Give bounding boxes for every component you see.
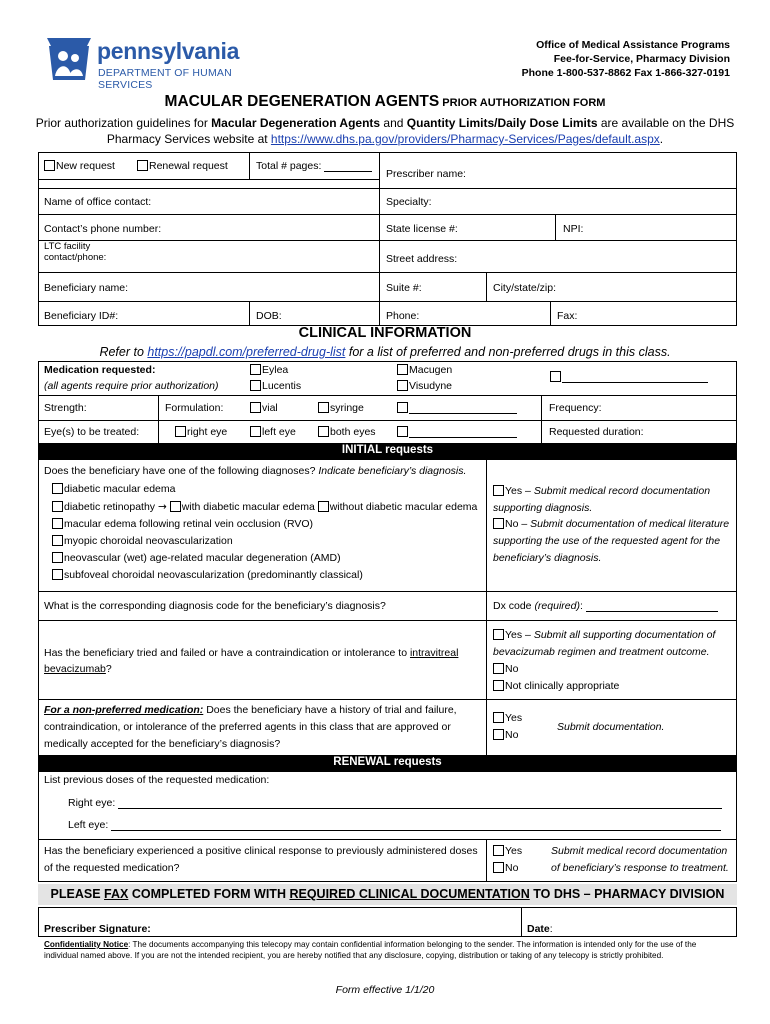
renewal-response-question-2: of the requested medication? xyxy=(44,862,180,874)
bevacizumab-question-2: bevacizumab? xyxy=(44,663,112,675)
date-field[interactable]: Date: xyxy=(527,923,553,935)
form-title xyxy=(0,93,770,111)
suite-field[interactable]: Suite #: xyxy=(386,282,422,294)
dx-code-field[interactable]: Dx code (required): xyxy=(493,600,718,612)
other-formulation-checkbox[interactable] xyxy=(397,402,517,414)
form-title-main: MACULAR DEGENERATION AGENTS xyxy=(164,93,440,110)
bevacizumab-no-checkbox[interactable]: No xyxy=(493,663,518,675)
not-clinically-appropriate-checkbox[interactable]: Not clinically appropriate xyxy=(493,680,619,692)
dx-diabetic-retinopathy-checkbox[interactable]: diabetic retinopathy → with diabetic macular edema without diabetic macular edema xyxy=(52,501,477,513)
form-title-sub: PRIOR AUTHORIZATION FORM xyxy=(439,97,606,109)
office-line-3: Phone 1-800-537-8862 Fax 1-866-327-0191 xyxy=(521,67,730,79)
bevacizumab-yes-note: bevacizumab regimen and treatment outcome. xyxy=(493,646,710,658)
dx-yes-note: supporting diagnosis. xyxy=(493,502,593,514)
frequency-field[interactable]: Frequency: xyxy=(549,402,602,414)
visudyne-checkbox[interactable]: Visudyne xyxy=(397,380,452,392)
phone-field[interactable]: Phone: xyxy=(386,310,420,322)
clinical-heading: CLINICAL INFORMATION xyxy=(298,325,472,341)
strength-field[interactable]: Strength: xyxy=(44,402,87,414)
city-state-zip-field[interactable]: City/state/zip: xyxy=(493,282,557,294)
beneficiary-id-field[interactable]: Beneficiary ID#: xyxy=(44,310,119,322)
renewal-request-checkbox[interactable]: Renewal request xyxy=(137,160,228,172)
dx-no-note-1: supporting the use of the requested agent for the xyxy=(493,535,721,547)
requested-duration-field[interactable]: Requested duration: xyxy=(549,426,644,438)
dx-myopic-cnv-checkbox[interactable]: myopic choroidal neovascularization xyxy=(52,535,233,547)
other-medication-checkbox[interactable] xyxy=(550,371,708,383)
all-agents-note: (all agents require prior authorization) xyxy=(44,380,219,392)
bevacizumab-yes-checkbox[interactable]: Yes – Submit all supporting documentation of xyxy=(493,629,715,641)
total-pages-field[interactable]: Total # pages: xyxy=(256,160,372,172)
renewal-no-checkbox[interactable]: No xyxy=(493,862,518,874)
new-request-checkbox[interactable]: New request xyxy=(44,160,115,172)
non-preferred-yes-checkbox[interactable]: Yes xyxy=(493,712,522,724)
keystone-logo-icon xyxy=(43,36,95,82)
renewal-note-2: of beneficiary’s response to treatment. xyxy=(551,862,729,874)
lucentis-checkbox[interactable]: Lucentis xyxy=(250,380,301,392)
dx-no-note-2: beneficiary’s diagnosis. xyxy=(493,552,602,564)
vial-checkbox[interactable]: vial xyxy=(250,402,278,414)
initial-requests-bar: INITIAL requests xyxy=(38,443,737,460)
other-eye-checkbox[interactable] xyxy=(397,426,517,438)
confidentiality-notice: Confidentiality Notice: The documents accompanying this telecopy may contain confidential information belonging to the sender. The information is intended only for the use of the individual named above. If you are not the intended recipient, you are hereby notified that any disclosure, copying, distribution or taking of any telecopy is strictly prohibited. xyxy=(44,940,697,960)
right-eye-checkbox[interactable]: right eye xyxy=(175,426,227,438)
non-preferred-no-checkbox[interactable]: No xyxy=(493,729,518,741)
bevacizumab-question: Has the beneficiary tried and failed or have a contraindication or intolerance to intravitreal xyxy=(44,647,459,659)
prescriber-signature-field[interactable]: Prescriber Signature: xyxy=(44,923,151,935)
specialty-field[interactable]: Specialty: xyxy=(386,196,432,208)
refer-text: Refer to https://papdl.com/preferred-drug-list for a list of preferred and non-preferred drugs in this class. xyxy=(99,345,671,359)
dx-diabetic-macular-edema-checkbox[interactable]: diabetic macular edema xyxy=(52,483,175,495)
fax-instruction: PLEASE FAX COMPLETED FORM WITH REQUIRED CLINICAL DOCUMENTATION TO DHS – PHARMACY DIVISION xyxy=(38,884,737,905)
dx-rvo-checkbox[interactable]: macular edema following retinal vein occlusion (RVO) xyxy=(52,518,313,530)
renewal-response-question: Has the beneficiary experienced a positive clinical response to previously administered doses xyxy=(44,845,478,857)
diagnosis-code-question: What is the corresponding diagnosis code for the beneficiary’s diagnosis? xyxy=(44,600,386,612)
renewal-note-1: Submit medical record documentation xyxy=(551,845,728,857)
right-eye-doses-field[interactable]: Right eye: xyxy=(68,797,722,809)
diagnosis-question: Does the beneficiary have one of the following diagnoses? Indicate beneficiary’s diagnosis. xyxy=(44,465,467,477)
beneficiary-name-field[interactable]: Beneficiary name: xyxy=(44,282,129,294)
office-block xyxy=(522,38,730,80)
dhs-logo xyxy=(43,36,283,91)
fax-field[interactable]: Fax: xyxy=(557,310,578,322)
left-eye-doses-field[interactable]: Left eye: xyxy=(68,819,721,831)
renewal-requests-bar: RENEWAL requests xyxy=(38,755,737,772)
state-license-field[interactable]: State license #: xyxy=(386,223,458,235)
pdl-link[interactable]: https://papdl.com/preferred-drug-list xyxy=(147,345,346,359)
dhs-pharmacy-link[interactable]: https://www.dhs.pa.gov/providers/Pharmacy-Services/Pages/default.aspx xyxy=(270,132,660,146)
arrow-right-icon: → xyxy=(157,501,167,513)
eyes-treated-label: Eye(s) to be treated: xyxy=(44,426,140,438)
formulation-label: Formulation: xyxy=(165,402,224,414)
syringe-checkbox[interactable]: syringe xyxy=(318,402,364,414)
contact-phone-field[interactable]: Contact’s phone number: xyxy=(44,223,162,235)
macugen-checkbox[interactable]: Macugen xyxy=(397,364,452,376)
dx-yes-checkbox[interactable]: Yes – Submit medical record documentation xyxy=(493,485,710,497)
npi-field[interactable]: NPI: xyxy=(563,223,584,235)
submit-documentation-note: Submit documentation. xyxy=(557,721,665,733)
list-doses-label: List previous doses of the requested medication: xyxy=(44,774,270,786)
renewal-yes-checkbox[interactable]: Yes xyxy=(493,845,522,857)
both-eyes-checkbox[interactable]: both eyes xyxy=(318,426,376,438)
office-line-2: Fee-for-Service, Pharmacy Division xyxy=(553,53,730,65)
without-dme-checkbox[interactable] xyxy=(318,501,329,512)
street-address-field[interactable]: Street address: xyxy=(386,253,458,265)
dx-no-checkbox[interactable]: No – Submit documentation of medical literature xyxy=(493,518,729,530)
non-preferred-question-3: medically accepted for the beneficiary’s diagnosis? xyxy=(44,738,281,750)
dob-field[interactable]: DOB: xyxy=(256,310,282,322)
prescriber-name-field[interactable]: Prescriber name: xyxy=(386,168,466,180)
left-eye-checkbox[interactable]: left eye xyxy=(250,426,296,438)
medication-requested-label: Medication requested: xyxy=(44,364,156,376)
logo-wordmark: pennsylvania xyxy=(97,38,240,64)
non-preferred-question: For a non-preferred medication: Does the beneficiary have a history of trial and failure, xyxy=(44,704,457,716)
non-preferred-question-2: contraindication, or intolerance of the preferred agents in this class that are approved or xyxy=(44,721,451,733)
form-effective-date: Form effective 1/1/20 xyxy=(335,984,435,996)
ltc-contact-field[interactable]: LTC facility contact/phone: xyxy=(44,241,107,263)
dx-subfoveal-cnv-checkbox[interactable]: subfoveal choroidal neovascularization (predominantly classical) xyxy=(52,569,363,581)
dx-wet-amd-checkbox[interactable]: neovascular (wet) age-related macular degeneration (AMD) xyxy=(52,552,341,564)
with-dme-checkbox[interactable] xyxy=(170,501,181,512)
office-line-1: Office of Medical Assistance Programs xyxy=(536,39,730,51)
eylea-checkbox[interactable]: Eylea xyxy=(250,364,288,376)
intro-text: Prior authorization guidelines for Macular Degeneration Agents and Quantity Limits/Daily Dose Limits are available on the DHS Pharmacy Services website at https://www.dhs.pa.gov/providers/Pharmacy-Services/Pages/default.aspx. xyxy=(35,116,735,146)
logo-department: DEPARTMENT OF HUMAN SERVICES xyxy=(98,67,232,91)
office-contact-field[interactable]: Name of office contact: xyxy=(44,196,152,208)
